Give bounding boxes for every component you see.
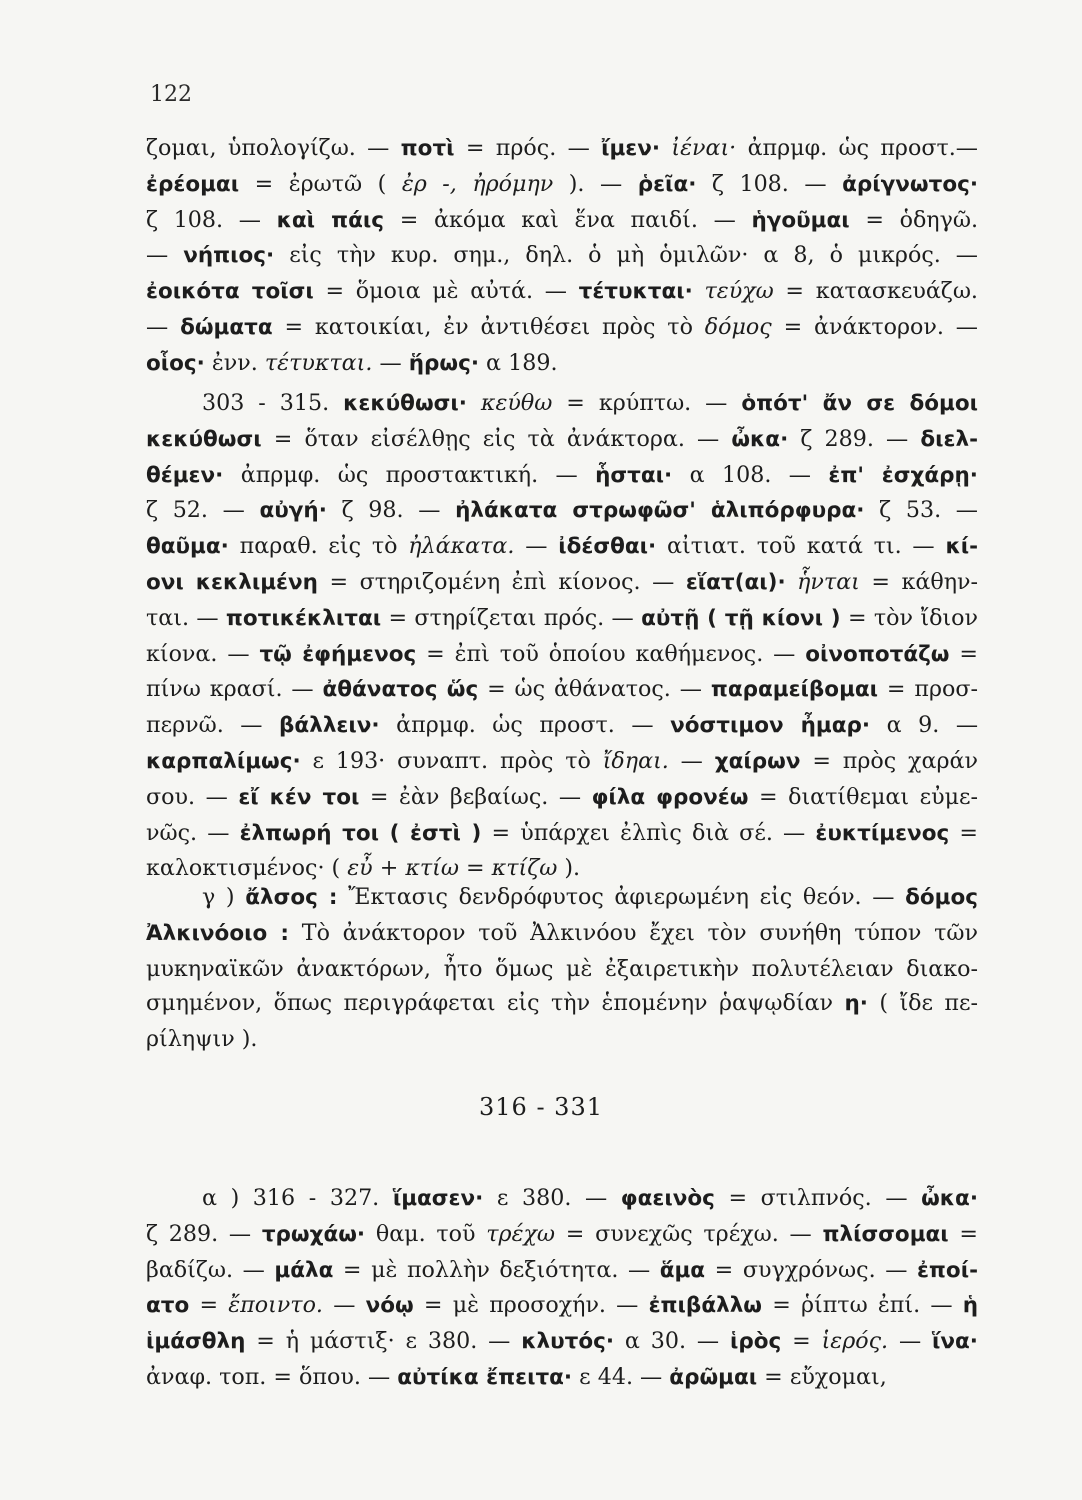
text-line: νῶς. — ἐλπωρή τοι ( ἐστὶ ) = ὑπάρχει ἐλπὶς διὰ σέ. — ἐυκτίμενος = [146,819,978,846]
headword: θέμεν· [146,462,224,488]
headword: ἐοικότα τοῖσι [146,279,314,305]
italic-form: τεύχω [704,278,774,305]
text-line: βαδίζω. — μάλα = μὲ πολλὴν δεξιότητα. — ἅμα = συγχρόνως. — ἐποί- [146,1256,978,1283]
section-heading: 316 - 331 [479,1093,603,1121]
headword: ἐπιβάλλω [648,1293,762,1319]
text-line: ονι κεκλιμένη = στηριζομένη ἐπὶ κίονος. — εἵατ(αι)· ἧνται = κάθην- [146,568,978,595]
text-line: ἀναφ. τοπ. = ὅπου. — αὐτίκα ἔπειτα· ε 44. — ἀρῶμαι = εὔχομαι, [146,1363,887,1390]
headword: ὦκα· [921,1186,978,1211]
headword: αὐγή· [259,498,327,524]
text-line: ἱμάσθλη = ἡ μάστιξ· ε 380. — κλυτός· α 30. — ἱρὸς = ἱερός. — ἵνα· [146,1328,978,1355]
text-line: — νήπιος· εἰς τὴν κυρ. σημ., δηλ. ὁ μὴ ὁμιλῶν· α 8, ὁ μικρός. — [146,242,978,269]
headword: ἠλάκατα στρωφῶσ' ἁλιπόρφυρα· [455,498,865,524]
text-line: κεκύθωσι = ὅταν εἰσέλθῃς εἰς τὰ ἀνάκτορα. — ὦκα· ζ 289. — διελ- [146,425,978,452]
headword: ἄλσος : [245,885,338,910]
headword: ἅμα [659,1257,706,1283]
headword: ἴμεν· [601,136,661,161]
headword: ἐρέομαι [146,171,240,197]
text-line: καρπαλίμως· ε 193· συναπτ. πρὸς τὸ ἴδηαι. — χαίρων = πρὸς χαράν [146,747,978,774]
headword: δόμος [905,885,978,910]
headword: ατο [146,1293,190,1319]
text-line: ἐοικότα τοῖσι = ὅμοια μὲ αὐτά. — τέτυκται· τεύχω = κατασκευάζω. [146,278,978,305]
headword: η· [844,991,868,1017]
italic-form: ἱερός. [821,1328,889,1355]
headword: ποτικέκλιται [225,605,382,631]
text-line: 303 - 315. κεκύθωσι· κεύθω = κρύπτω. — ὁπότ' ἄν σε δόμοι [202,390,978,416]
italic-form: κεύθω [480,390,553,416]
text-line: ἐρέομαι = ἐρωτῶ ( ἐρ -, ἠρόμην ). — ῥεῖα· ζ 108. — ἀρίγνωτος· [146,170,978,197]
headword: ἀθάνατος ὥς [322,677,479,703]
headword: εἵατ(αι)· [685,569,786,595]
text-line: ρίληψιν ). [146,1026,258,1053]
headword: αὐτίκα ἔπειτα· [397,1364,573,1390]
headword: ἧσται· [595,462,673,488]
headword: ἡγοῦμαι [751,207,850,233]
text-line: Ἀλκινόοιο : Τὸ ἀνάκτορον τοῦ Ἀλκινόου ἔχει τὸν συνήθη τύπον τῶν [146,919,978,946]
headword: ποτὶ [400,136,455,161]
commentary-block-316-327 [146,1181,978,1396]
headword: οἰνοποτάζω [805,641,950,667]
headword: καρπαλίμως· [146,748,301,774]
text-line: ται. — ποτικέκλιται = στηρίζεται πρός. — αὐτῇ ( τῇ κίονι ) = τὸν ἴδιον [146,604,978,631]
italic-form: τρέχω [486,1220,556,1247]
headword: ἵνα· [932,1329,978,1355]
headword: φαεινὸς [620,1186,715,1211]
headword: ἥρως· [408,350,479,376]
headword: ἐυκτίμενος [815,820,950,846]
headword: νόῳ [365,1293,414,1319]
italic-form: ἴδηαι. [602,747,669,774]
headword: διελ- [920,426,978,452]
headword: πλίσσομαι [822,1221,949,1247]
italic-form: δόμος [704,313,772,340]
commentary-block-intro [146,131,978,382]
headword: τῷ ἐφήμενος [259,641,417,667]
text-line: μυκηναϊκῶν ἀνακτόρων, ἦτο ὅμως μὲ ἐξαιρετικὴν πολυτέλειαν διακο- [146,955,978,982]
text-line: α ) 316 - 327. ἵμασεν· ε 380. — φαεινὸς = στιλπνός. — ὦκα· [202,1185,978,1211]
headword: φίλα φρονέω [591,784,749,810]
headword: οἷος· [146,350,205,376]
headword: δώματα [180,314,273,340]
headword: ῥεῖα· [637,171,697,197]
italic-form: ἔποιντο. [228,1292,323,1319]
headword: ὦκα· [731,426,789,452]
headword: ἱμάσθλη [146,1329,246,1355]
text-line: θαῦμα· παραθ. εἰς τὸ ἠλάκατα. — ἰδέσθαι· αἰτιατ. τοῦ κατά τι. — κί- [146,533,978,560]
text-line: σμημένον, ὅπως περιγράφεται εἰς τὴν ἑπομένην ῥαψῳδίαν η· ( ἴδε πε- [146,990,978,1017]
headword: ἀρίγνωτος· [842,171,978,197]
text-line: γ ) ἄλσος : Ἔκτασις δενδρόφυτος ἀφιερωμένη εἰς θεόν. — δόμος [202,884,978,910]
headword: ἐλπωρή τοι ( ἐστὶ ) [239,820,482,846]
headword: τρωχάω· [261,1221,366,1247]
headword: αὐτῇ ( τῇ κίονι ) [641,605,841,631]
text-line: σου. — εἴ κέν τοι = ἐὰν βεβαίως. — φίλα φρονέω = διατίθεμαι εὐμε- [146,783,978,810]
headword: κεκύθωσι· [343,391,467,416]
text-line: πίνω κρασί. — ἀθάνατος ὥς = ὡς ἀθάνατος. — παραμείβομαι = προσ- [146,676,978,703]
headword: ἰδέσθαι· [558,534,657,560]
headword: ἡ [962,1293,978,1319]
headword: παραμείβομαι [710,677,879,703]
italic-form: ἐρ -, ἠρόμην [401,170,554,197]
page-number: 122 [150,82,192,107]
headword: ἐποί- [916,1257,978,1283]
headword: μάλα [274,1257,334,1283]
italic-form: ἧνται [797,568,860,595]
headword: εἴ κέν τοι [238,784,360,810]
headword: καὶ πάις [276,207,385,233]
headword: νήπιος· [183,243,275,269]
italic-form: ἰέναι· [671,135,737,161]
text-line: — δώματα = κατοικίαι, ἐν ἀντιθέσει πρὸς τὸ δόμος = ἀνάκτορον. — [146,313,978,340]
headword: ἵμασεν· [392,1186,484,1211]
headword: θαῦμα· [146,534,229,560]
text-line: κίονα. — τῷ ἐφήμενος = ἐπὶ τοῦ ὁποίου καθήμενος. — οἰνοποτάζω = [146,640,978,667]
text-line: θέμεν· ἀπρμφ. ὡς προστακτική. — ἧσται· α 108. — ἐπ' ἐσχάρῃ· [146,461,978,488]
headword: Ἀλκινόοιο : [146,920,290,946]
headword: κλυτός· [521,1329,615,1355]
italic-form: ἠλάκατα. [408,533,515,560]
text-line: περνῶ. — βάλλειν· ἀπρμφ. ὡς προστ. — νόστιμον ἦμαρ· α 9. — [146,712,978,739]
text-line: οἷος· ἐνν. τέτυκται. — ἥρως· α 189. [146,349,558,376]
headword: ὁπότ' ἄν σε δόμοι [741,391,978,416]
text-line: ατο = ἔποιντο. — νόῳ = μὲ προσοχήν. — ἐπιβάλλω = ῥίπτω ἐπί. — ἡ [146,1292,978,1319]
text-line: καλοκτισμένος· ( εὖ + κτίω = κτίζω ). [146,855,581,882]
commentary-block-303-315 [146,386,978,886]
headword: χαίρων [714,748,801,774]
italic-form: εὖ + κτίω = κτίζω [347,855,558,882]
headword: ονι κεκλιμένη [146,569,318,595]
headword: ἐπ' ἐσχάρῃ· [828,462,978,488]
headword: ἀρῶμαι [669,1364,758,1390]
text-line: ζομαι, ὑπολογίζω. — ποτὶ = πρός. — ἴμεν· ἰέναι· ἀπρμφ. ὡς προστ.— [146,135,978,161]
headword: νόστιμον ἦμαρ· [670,713,871,739]
italic-form: τέτυκται. [264,349,373,376]
text-line: ζ 108. — καὶ πάις = ἀκόμα καὶ ἕνα παιδί. — ἡγοῦμαι = ὁδηγῶ. [146,206,978,233]
headword: ἱρὸς [729,1329,782,1355]
headword: βάλλειν· [279,713,380,739]
text-line: ζ 52. — αὐγή· ζ 98. — ἠλάκατα στρωφῶσ' ἁλιπόρφυρα· ζ 53. — [146,497,978,524]
commentary-block-gamma [146,880,978,1057]
headword: τέτυκται· [578,279,693,305]
headword: κεκύθωσι [146,426,262,452]
headword: κί- [945,534,978,560]
text-line: ζ 289. — τρωχάω· θαμ. τοῦ τρέχω = συνεχῶς τρέχω. — πλίσσομαι = [146,1220,978,1247]
